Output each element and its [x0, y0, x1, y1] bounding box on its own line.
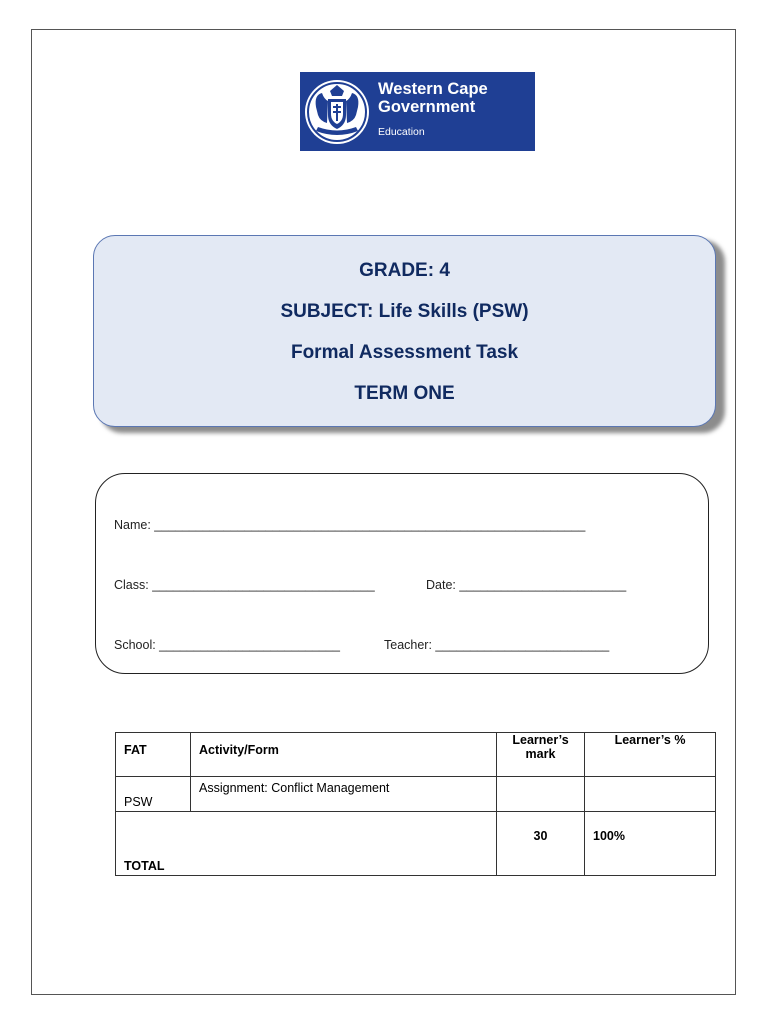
cell-total-mark: 30	[497, 812, 585, 876]
date-field[interactable]: Date: ________________________	[426, 578, 627, 592]
header-activity: Activity/Form	[191, 733, 497, 777]
cell-mark	[497, 777, 585, 812]
grade-heading: GRADE: 4	[359, 260, 450, 281]
logo-line-government: Government	[378, 98, 476, 116]
cell-total-percent: 100%	[585, 812, 716, 876]
header-learner-percent: Learner’s %	[585, 733, 716, 777]
table-row-total	[116, 812, 716, 876]
title-box	[93, 235, 716, 427]
task-heading: Formal Assessment Task	[290, 342, 519, 363]
header-fat: FAT	[116, 733, 191, 777]
cell-percent	[585, 777, 716, 812]
logo-line-education: Education	[378, 126, 425, 138]
cell-activity: Assignment: Conflict Management	[191, 777, 497, 812]
coat-of-arms-icon	[300, 72, 374, 151]
learner-info-box	[95, 473, 709, 674]
header-learner-mark: Learner’s mark	[497, 733, 585, 777]
table-row	[116, 777, 716, 812]
cell-fat: PSW	[116, 777, 191, 812]
western-cape-government-logo	[300, 72, 535, 151]
name-field[interactable]: Name: ______________________________________________________________	[114, 518, 586, 532]
teacher-field[interactable]: Teacher: _________________________	[384, 638, 610, 652]
logo-line-western-cape: Western Cape	[378, 80, 488, 98]
school-field[interactable]: School: __________________________	[114, 638, 340, 652]
class-field[interactable]: Class: ________________________________	[114, 578, 375, 592]
cell-total-label: TOTAL	[116, 812, 497, 876]
table-header-row	[116, 733, 716, 777]
term-heading: TERM ONE	[354, 383, 455, 404]
subject-heading: SUBJECT: Life Skills (PSW)	[280, 301, 529, 322]
marks-table	[115, 732, 716, 876]
